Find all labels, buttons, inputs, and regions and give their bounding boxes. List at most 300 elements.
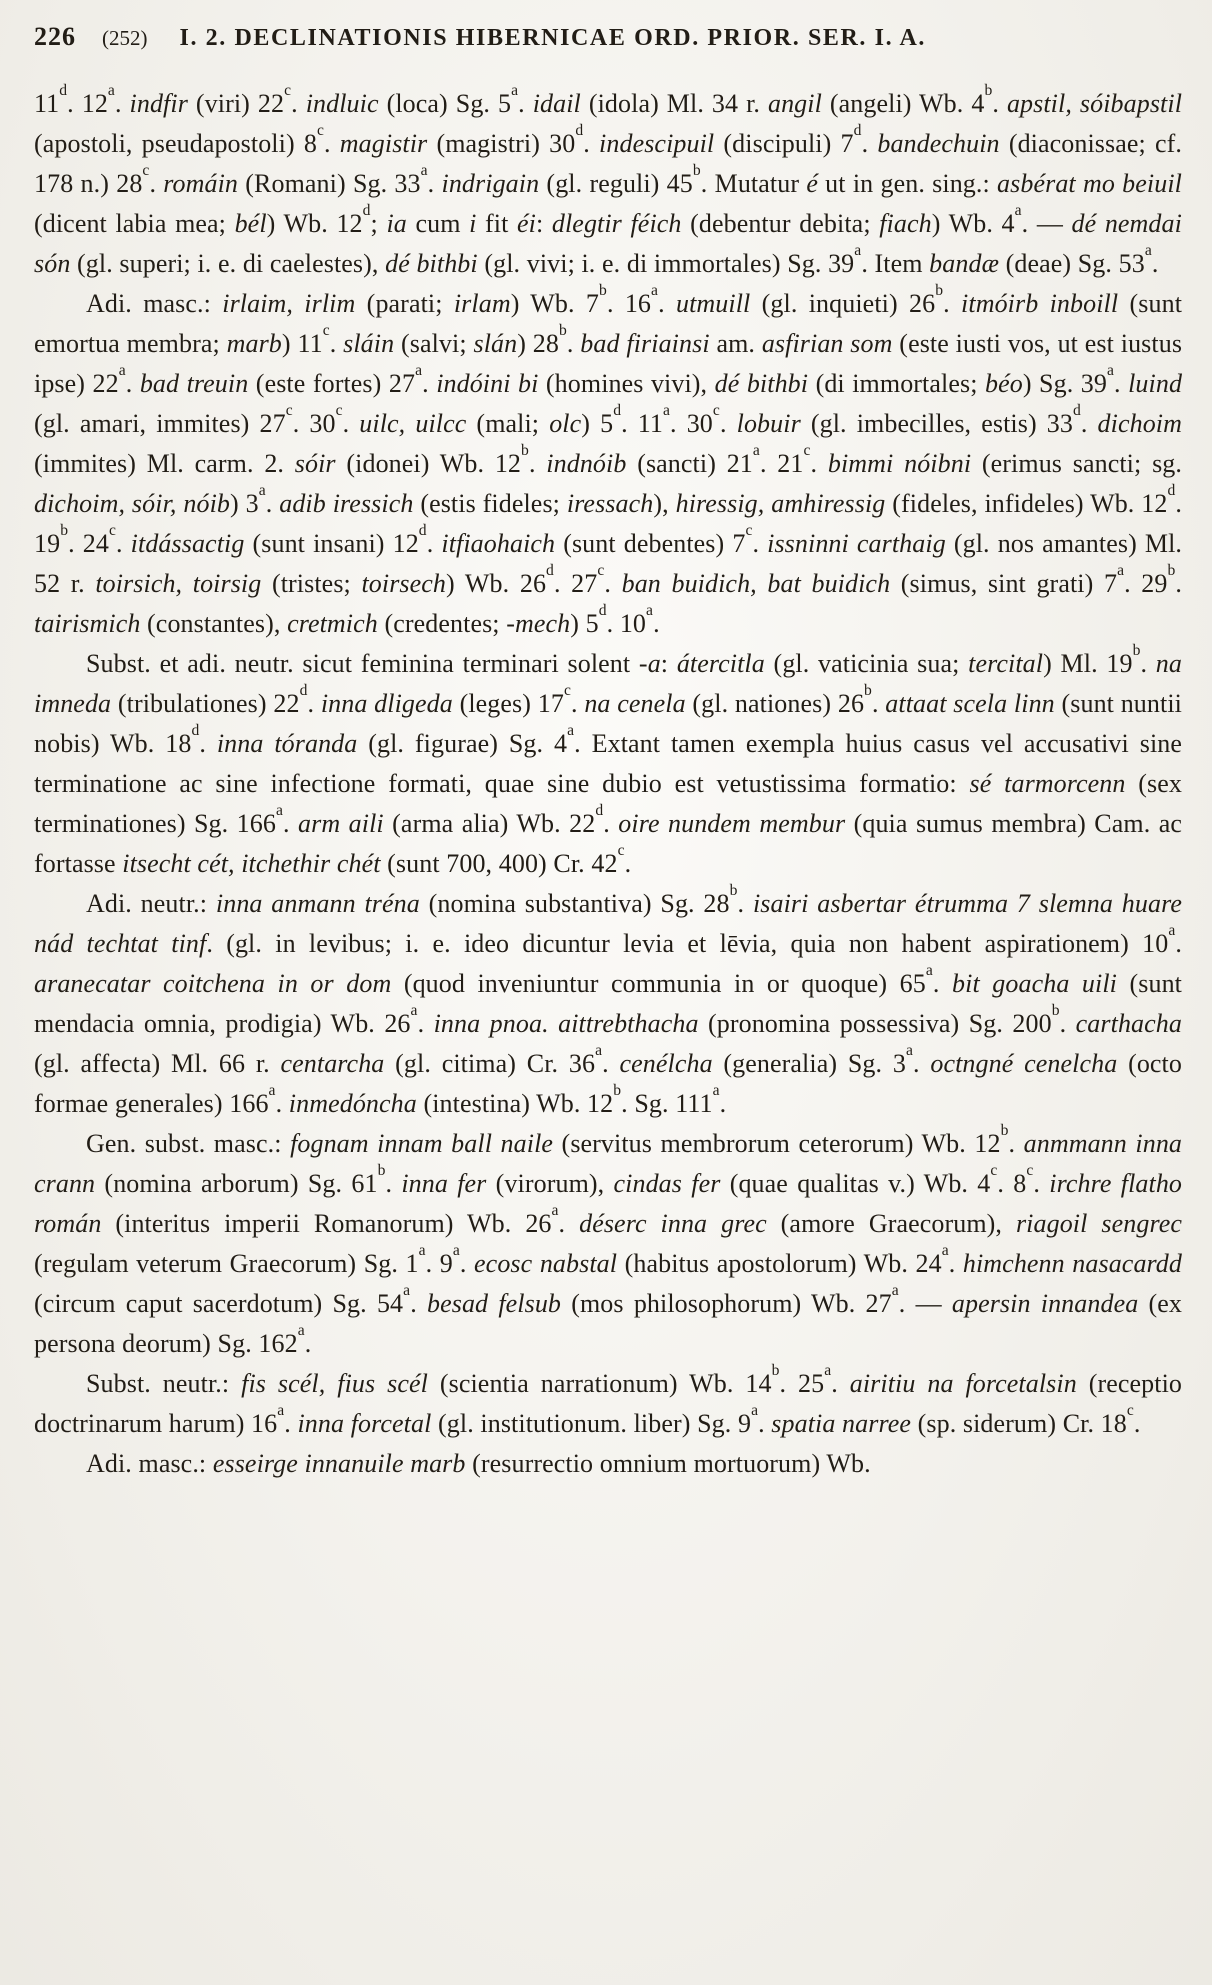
text-run: (leges) 17: [452, 689, 564, 718]
irish-term: átercitla: [676, 649, 765, 678]
irish-term: bad firiainsi: [580, 329, 710, 358]
text-run: Gen. subst. masc.:: [86, 1129, 291, 1158]
text-run: .: [329, 329, 344, 358]
text-run: .: [283, 809, 299, 838]
text-run: ) Wb. 26: [446, 569, 547, 598]
irish-term: idail: [532, 89, 581, 118]
text-run: .: [385, 1169, 402, 1198]
irish-term: indnóib: [546, 449, 627, 478]
text-run: .: [426, 529, 442, 558]
reference-superscript: d: [595, 801, 604, 819]
reference-superscript: d: [362, 201, 371, 219]
paragraph: [34, 1121, 1183, 1364]
text-run: (Romani) Sg. 33: [238, 169, 421, 198]
irish-term: hiressig, amhiressig: [675, 489, 886, 518]
irish-term: centarcha: [280, 1049, 385, 1078]
text-run: .: [1080, 409, 1098, 438]
irish-term: slán: [473, 329, 518, 358]
irish-term: tairismich: [34, 609, 141, 638]
irish-term: dichoim, sóir, nóib: [34, 489, 230, 518]
text-run: (immites) Ml. carm. 2.: [34, 449, 295, 478]
text-run: .: [948, 1249, 963, 1278]
reference-superscript: b: [60, 521, 69, 539]
irish-term: indfir: [129, 89, 188, 118]
text-run: ) 3: [230, 489, 259, 518]
text-run: (receptio doctrinarum harum) 16: [34, 1369, 1183, 1438]
text-run: (regulam veterum Graecorum) Sg. 1: [34, 1249, 419, 1278]
irish-term: sóir: [294, 449, 336, 478]
text-run: .: [992, 89, 1007, 118]
irish-term: dlegtir féich: [551, 209, 682, 238]
irish-term: -mech: [506, 609, 571, 638]
text-run: .: [558, 1209, 580, 1238]
text-run: (gl. nos amantes) Ml. 52 r.: [34, 529, 1183, 598]
text-run: .: [422, 369, 437, 398]
text-run: (gl. superi; i. e. di caelestes),: [70, 249, 386, 278]
irish-term: octngné cenelcha: [930, 1049, 1118, 1078]
reference-superscript: a: [268, 1081, 276, 1099]
text-run: ) 5: [581, 409, 614, 438]
text-run: .: [1175, 569, 1183, 598]
text-run: (sancti) 21: [626, 449, 753, 478]
text-run: .: [518, 89, 533, 118]
text-run: (gl. citima) Cr. 36: [384, 1049, 596, 1078]
text-run: .: [604, 569, 622, 598]
paragraph: [34, 641, 1183, 884]
text-run: (gl. inquieti) 26: [750, 289, 936, 318]
irish-term: apersin innandea: [951, 1289, 1139, 1318]
text-run: Subst. neutr.:: [86, 1369, 242, 1398]
text-run: .: [1008, 1129, 1024, 1158]
text-run: .: [304, 1329, 312, 1358]
reference-superscript: a: [751, 1401, 759, 1419]
text-run: (quia sumus membra) Cam. ac fortasse: [34, 809, 1183, 878]
text-run: (sunt nuntii nobis) Wb. 18: [34, 689, 1182, 758]
text-run: .: [737, 889, 753, 918]
reference-superscript: b: [613, 1081, 622, 1099]
irish-term: angil: [767, 89, 822, 118]
text-run: .: [653, 609, 660, 638]
reference-superscript: c: [617, 841, 625, 859]
reference-superscript: d: [1167, 481, 1176, 499]
text-run: .: [149, 169, 164, 198]
text-run: (habitus apostolorum) Wb. 24: [617, 1249, 942, 1278]
reference-superscript: b: [1051, 1001, 1060, 1019]
text-run: Adi. masc.:: [86, 1449, 213, 1478]
text-run: (pronomina possessiva) Sg. 200: [698, 1009, 1052, 1038]
irish-term: cenélcha: [619, 1049, 713, 1078]
reference-superscript: c: [597, 561, 605, 579]
reference-superscript: d: [59, 81, 68, 99]
text-run: .: [719, 1089, 727, 1118]
text-run: (fideles, infideles) Wb. 12: [885, 489, 1168, 518]
text-run: (resurrectio omnium mortuorum) Wb.: [465, 1449, 871, 1478]
reference-superscript: a: [452, 1241, 460, 1259]
text-run: (ex persona deorum) Sg. 162: [34, 1289, 1183, 1358]
reference-superscript: a: [297, 1321, 305, 1339]
text-run: 11: [34, 89, 60, 118]
text-run: :: [535, 209, 552, 238]
text-run: (viri) 22: [187, 89, 285, 118]
reference-superscript: a: [1168, 921, 1176, 939]
irish-term: asbérat mo beiuil: [997, 169, 1182, 198]
text-run: .: [427, 169, 442, 198]
text-run: (intestina) Wb. 12: [416, 1089, 614, 1118]
reference-superscript: b: [1167, 561, 1176, 579]
text-run: fit: [476, 209, 517, 238]
text-run: . 30: [292, 409, 336, 438]
reference-superscript: a: [941, 1241, 949, 1259]
reference-superscript: b: [1132, 641, 1141, 659]
text-run: (apostoli, pseudapostoli) 8: [34, 129, 317, 158]
text-run: .: [719, 409, 737, 438]
text-run: (discipuli) 7: [714, 129, 854, 158]
text-run: ) 11: [281, 329, 323, 358]
text-run: . 21: [759, 449, 804, 478]
text-run: .: [1175, 929, 1182, 958]
irish-term: indrigain: [441, 169, 540, 198]
text-run: (servitus membrorum ceterorum) Wb. 12: [553, 1129, 1001, 1158]
reference-superscript: b: [935, 281, 944, 299]
reference-superscript: c: [1026, 1161, 1034, 1179]
irish-term: ecosc nabstal: [474, 1249, 618, 1278]
text-run: (este fortes) 27: [248, 369, 416, 398]
irish-term: bimmi nóibni: [827, 449, 972, 478]
text-run: .: [307, 689, 321, 718]
text-run: (sunt 700, 400) Cr. 42: [380, 849, 618, 878]
irish-term: inna dligeda: [320, 689, 453, 718]
reference-superscript: a: [925, 961, 933, 979]
text-run: (sunt debentes) 7: [555, 529, 746, 558]
reference-superscript: c: [745, 521, 753, 539]
text-run: (gl. imbecilles, estis) 33: [800, 409, 1073, 438]
text-run: .: [624, 849, 632, 878]
reference-superscript: a: [511, 81, 519, 99]
text-run: . 9: [425, 1249, 453, 1278]
reference-superscript: b: [599, 281, 607, 299]
reference-superscript: a: [712, 1081, 720, 1099]
reference-superscript: a: [107, 81, 115, 99]
text-run: . 25: [779, 1369, 825, 1398]
reference-superscript: a: [854, 241, 862, 259]
text-run: (mos philosophorum) Wb. 27: [561, 1289, 892, 1318]
text-run: . 24: [68, 529, 109, 558]
text-run: . 27: [553, 569, 598, 598]
reference-superscript: a: [651, 281, 659, 299]
irish-term: irlaim, irlim: [222, 289, 356, 318]
text-run: .: [528, 449, 547, 478]
irish-term: bad treuin: [139, 369, 249, 398]
text-run: . Mutatur: [700, 169, 807, 198]
reference-superscript: b: [521, 441, 529, 459]
text-run: .: [602, 1049, 620, 1078]
text-run: (gl. amari, immites) 27: [34, 409, 286, 438]
text-run: Subst. et adi. neutr. sicut feminina terminari solent -: [86, 649, 648, 678]
text-run: . Item: [861, 249, 930, 278]
irish-term: irlam: [453, 289, 511, 318]
irish-term: luind: [1128, 369, 1183, 398]
irish-term: esseirge innanuile marb: [212, 1449, 466, 1478]
irish-term: adib iressich: [279, 489, 414, 518]
irish-term: romáin: [163, 169, 239, 198]
reference-superscript: d: [575, 121, 584, 139]
irish-term: marb: [226, 329, 282, 358]
text-run: (parati;: [355, 289, 454, 318]
reference-superscript: a: [905, 1041, 913, 1059]
text-run: (nomina arborum) Sg. 61: [95, 1169, 378, 1198]
reference-superscript: a: [277, 1401, 285, 1419]
irish-term: bél: [234, 209, 267, 238]
irish-term: déserc inna grec: [579, 1209, 767, 1238]
paragraph: [34, 1361, 1183, 1444]
irish-term: fiach: [879, 209, 932, 238]
irish-term: itfiaohaich: [441, 529, 556, 558]
reference-superscript: c: [1126, 1401, 1134, 1419]
irish-term: inna anmann tréna: [215, 889, 420, 918]
text-run: .: [1059, 1009, 1076, 1038]
irish-term: utmuill: [675, 289, 751, 318]
page-body: [34, 81, 1183, 1484]
reference-superscript: a: [752, 441, 760, 459]
reference-superscript: c: [316, 121, 325, 139]
text-run: (generalia) Sg. 3: [712, 1049, 906, 1078]
text-run: .: [871, 689, 886, 718]
text-run: .: [284, 1409, 298, 1438]
reference-superscript: b: [558, 321, 567, 339]
text-run: (gl. nationes) 26: [685, 689, 865, 718]
reference-superscript: a: [663, 401, 671, 419]
reference-superscript: b: [771, 1361, 780, 1379]
text-run: (erimus sancti; sg.: [971, 449, 1182, 478]
text-run: .: [324, 129, 340, 158]
text-run: (estis fideles;: [413, 489, 567, 518]
text-run: (virorum),: [486, 1169, 614, 1198]
reference-superscript: d: [853, 121, 862, 139]
text-run: .: [658, 289, 676, 318]
text-run: (este iusti vos, ut est iustus ipse) 22: [34, 329, 1183, 398]
irish-term: éi: [517, 209, 536, 238]
reference-superscript: b: [1000, 1121, 1009, 1139]
irish-term: isairi asbertar étrumma 7 slemna huare nád techtat tinf: [34, 889, 1182, 958]
text-run: ) Sg. 39: [1022, 369, 1107, 398]
text-run: (idola) Ml. 34 r.: [580, 89, 768, 118]
irish-term: inmedóncha: [288, 1089, 417, 1118]
irish-term: dé bithbi: [714, 369, 809, 398]
text-run: .: [861, 129, 878, 158]
reference-superscript: a: [646, 601, 654, 619]
reference-superscript: b: [864, 681, 872, 699]
text-run: (idonei) Wb. 12: [335, 449, 522, 478]
reference-superscript: a: [410, 1001, 418, 1019]
running-title: I. 2. DECLINATIONIS HIBERNICAE ORD. PRIOR. SER. I. A.: [179, 25, 926, 51]
text-run: (salvi;: [394, 329, 474, 358]
text-run: .: [275, 1089, 289, 1118]
irish-term: cindas fer: [613, 1169, 721, 1198]
reference-superscript: c: [285, 401, 293, 419]
text-run: (gl. vaticinia sua;: [764, 649, 969, 678]
text-run: . —: [1021, 209, 1072, 238]
page-number: 226: [34, 22, 76, 51]
irish-term: oire nundem membur: [618, 809, 846, 838]
irish-term: itdássactig: [130, 529, 245, 558]
irish-term: uilc, uilcc: [359, 409, 467, 438]
irish-term: lobuir: [736, 409, 801, 438]
text-run: . 11: [621, 409, 664, 438]
irish-term: bit goacha uili: [952, 969, 1117, 998]
text-run: ) Wb. 7: [510, 289, 600, 318]
irish-term: inna pnoa. aittrebthacha: [433, 1009, 699, 1038]
irish-term: indescipuil: [599, 129, 715, 158]
text-run: .: [913, 1049, 931, 1078]
irish-term: itmóirb inboill: [961, 289, 1119, 318]
text-run: ;: [370, 209, 387, 238]
text-run: (quae qualitas v.) Wb. 4: [720, 1169, 991, 1198]
irish-term: apstil, sóibapstil: [1006, 89, 1183, 118]
text-run: ),: [653, 489, 676, 518]
reference-superscript: c: [142, 161, 150, 179]
text-run: .: [758, 1409, 772, 1438]
irish-term: besad felsub: [426, 1289, 562, 1318]
text-run: . 12: [67, 89, 108, 118]
text-run: (homines vivi),: [538, 369, 715, 398]
irish-term: airitiu na forcetalsin: [849, 1369, 1077, 1398]
text-run: .: [410, 1289, 427, 1318]
sheet-number: (252): [102, 26, 148, 50]
text-run: (sunt emortua membra;: [34, 289, 1183, 358]
text-run: (magistri) 30: [427, 129, 576, 158]
irish-term: indluic: [305, 89, 379, 118]
irish-term: anmmann inna crann: [34, 1129, 1183, 1198]
irish-term: cretmich: [287, 609, 378, 638]
text-run: .: [291, 89, 306, 118]
reference-superscript: c: [563, 681, 571, 699]
text-run: ) 5: [570, 609, 599, 638]
text-run: (amore Graecorum),: [766, 1209, 1016, 1238]
text-run: . 8: [997, 1169, 1027, 1198]
reference-superscript: a: [418, 1241, 426, 1259]
text-run: . 10: [606, 609, 647, 638]
paragraph: [34, 81, 1183, 284]
irish-term: carthacha: [1075, 1009, 1182, 1038]
reference-superscript: d: [1072, 401, 1081, 419]
text-run: .: [831, 1369, 850, 1398]
text-run: (gl. institutionum. liber) Sg. 9: [431, 1409, 752, 1438]
irish-term: riagoil sengrec: [1015, 1209, 1182, 1238]
text-run: .: [1033, 1169, 1050, 1198]
paragraph: [34, 1444, 1182, 1484]
text-run: Adi. neutr.:: [86, 889, 216, 918]
text-run: (tristes;: [261, 569, 362, 598]
reference-superscript: d: [191, 721, 200, 739]
reference-superscript: a: [567, 721, 575, 739]
text-run: . 16: [606, 289, 652, 318]
irish-term: himchenn nasacardd: [962, 1249, 1182, 1278]
reference-superscript: c: [712, 401, 720, 419]
reference-superscript: a: [415, 361, 423, 379]
irish-term: toirsich, toirsig: [95, 569, 262, 598]
text-run: (interitus imperii Romanorum) Wb. 26: [101, 1209, 552, 1238]
text-run: (debentur debita;: [681, 209, 880, 238]
irish-term: na imneda: [34, 649, 1182, 718]
reference-superscript: d: [299, 681, 308, 699]
text-run: (nomina substantiva) Sg. 28: [419, 889, 730, 918]
irish-term: aranecatar coitchena in or dom: [34, 969, 392, 998]
reference-superscript: a: [275, 801, 284, 819]
text-run: .: [1133, 1409, 1141, 1438]
text-run: .: [1140, 649, 1156, 678]
reference-superscript: c: [990, 1161, 998, 1179]
text-run: (gl. reguli) 45: [539, 169, 693, 198]
irish-term: bandæ: [929, 249, 1000, 278]
text-run: . 30: [670, 409, 713, 438]
reference-superscript: a: [258, 481, 266, 499]
text-run: (sunt mendacia omnia, prodigia) Wb. 26: [34, 969, 1182, 1038]
irish-term: asfirian som: [761, 329, 893, 358]
reference-superscript: b: [984, 81, 993, 99]
reference-superscript: a: [824, 1361, 832, 1379]
irish-term: dichoim: [1097, 409, 1183, 438]
irish-term: inna fer: [401, 1169, 487, 1198]
text-run: (diaconissae; cf. 178 n.) 28: [34, 129, 1183, 198]
reference-superscript: a: [595, 1041, 603, 1059]
text-run: .: [583, 129, 600, 158]
reference-superscript: b: [729, 881, 738, 899]
text-run: .: [125, 369, 140, 398]
reference-superscript: a: [1117, 561, 1125, 579]
irish-term: dé nemdai són: [34, 209, 1182, 278]
text-run: ) Ml. 19: [1043, 649, 1133, 678]
text-run: cum: [406, 209, 470, 238]
irish-term: irchre flatho román: [34, 1169, 1183, 1238]
irish-term: magistir: [339, 129, 428, 158]
text-run: Adi. masc.:: [86, 289, 223, 318]
reference-superscript: b: [377, 1161, 386, 1179]
irish-term: arm aili: [298, 809, 384, 838]
irish-term: ia: [386, 209, 407, 238]
irish-term: na cenela: [584, 689, 686, 718]
text-run: (dicent labia mea;: [34, 209, 235, 238]
text-run: (credentes;: [377, 609, 507, 638]
text-run: (deae) Sg. 53: [999, 249, 1145, 278]
text-run: . —: [898, 1289, 952, 1318]
irish-term: itsecht cét, itchethir chét: [122, 849, 381, 878]
irish-term: fognam innam ball naile: [290, 1129, 554, 1158]
reference-superscript: d: [546, 561, 554, 579]
text-run: . 29: [1124, 569, 1168, 598]
text-run: . 19: [34, 489, 1182, 558]
irish-term: tercital: [968, 649, 1044, 678]
text-run: .: [114, 89, 130, 118]
text-run: (circum caput sacerdotum) Sg. 54: [34, 1289, 404, 1318]
irish-term: a: [647, 649, 661, 678]
irish-term: spatia narree: [771, 1409, 912, 1438]
reference-superscript: a: [891, 1281, 899, 1299]
text-run: (sp. siderum) Cr. 18: [911, 1409, 1127, 1438]
irish-term: sláin: [343, 329, 395, 358]
text-run: . Extant tamen exempla huius casus vel accusativi sine terminatione ac sine infectione formati, quae sine dubio est vetustissima formatio:: [34, 729, 1183, 798]
reference-superscript: c: [284, 81, 292, 99]
text-run: .: [810, 449, 828, 478]
text-run: ) Wb. 4: [931, 209, 1015, 238]
text-run: .: [417, 1009, 434, 1038]
paragraph: [34, 881, 1182, 1124]
text-run: (sunt insani) 12: [244, 529, 419, 558]
text-run: (tribulationes) 22: [111, 689, 300, 718]
irish-term: i: [469, 209, 477, 238]
irish-term: fis scél, fius scél: [241, 1369, 428, 1398]
text-run: .: [566, 329, 581, 358]
reference-superscript: c: [803, 441, 811, 459]
